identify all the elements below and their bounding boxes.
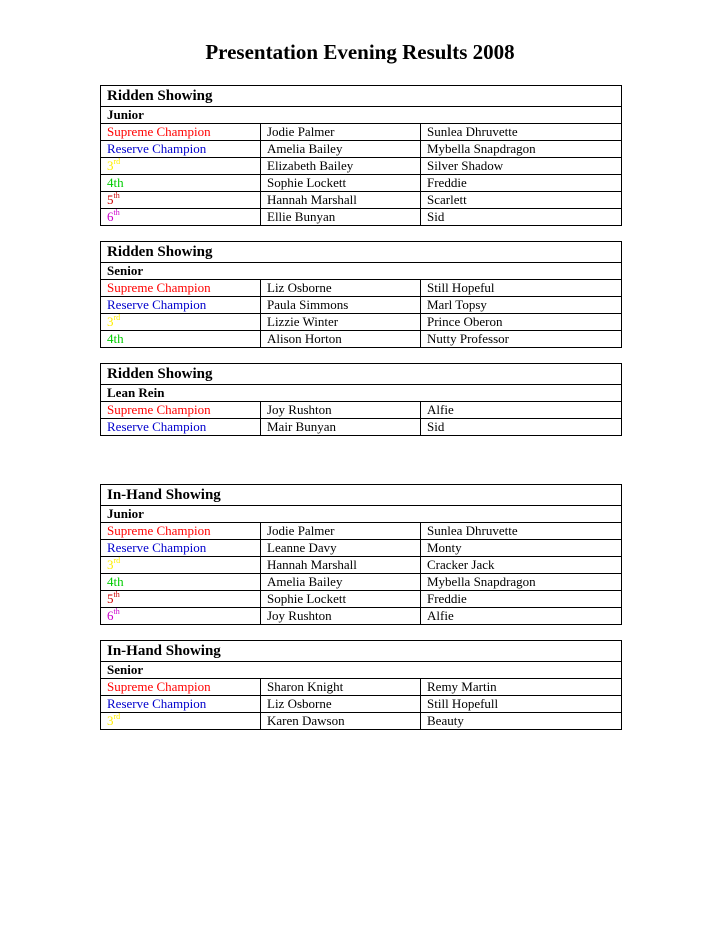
ordinal-suffix: th — [113, 191, 120, 200]
ordinal-suffix: rd — [113, 313, 121, 322]
rider-cell: Lizzie Winter — [261, 314, 421, 331]
rider-cell: Joy Rushton — [261, 608, 421, 625]
category-row — [101, 263, 622, 280]
table-row — [101, 591, 622, 608]
category-label: Junior — [101, 107, 622, 124]
horse-cell: Scarlett — [421, 192, 622, 209]
placing-cell: 6th — [101, 209, 261, 226]
rider-cell: Mair Bunyan — [261, 419, 421, 436]
table-row — [101, 713, 622, 730]
horse-cell: Alfie — [421, 402, 622, 419]
placing-cell: Reserve Champion — [101, 297, 261, 314]
table-row — [101, 696, 622, 713]
placing-cell: Supreme Champion — [101, 402, 261, 419]
rider-cell: Sharon Knight — [261, 679, 421, 696]
rider-cell: Liz Osborne — [261, 280, 421, 297]
placing-cell: 3rd — [101, 713, 261, 730]
horse-cell: Monty — [421, 540, 622, 557]
results-table — [100, 241, 622, 348]
table-row — [101, 314, 622, 331]
rider-cell: Paula Simmons — [261, 297, 421, 314]
ordinal-suffix: th — [113, 607, 120, 616]
horse-cell: Alfie — [421, 608, 622, 625]
horse-cell: Beauty — [421, 713, 622, 730]
section-heading-row — [101, 485, 622, 506]
horse-cell: Still Hopeful — [421, 280, 622, 297]
results-table — [100, 640, 622, 730]
section-heading-row — [101, 641, 622, 662]
placing-cell: Reserve Champion — [101, 141, 261, 158]
table-row — [101, 175, 622, 192]
table-row — [101, 331, 622, 348]
table-row — [101, 192, 622, 209]
horse-cell: Mybella Snapdragon — [421, 574, 622, 591]
placing-cell: 4th — [101, 175, 261, 192]
section-heading-row — [101, 364, 622, 385]
horse-cell: Mybella Snapdragon — [421, 141, 622, 158]
rider-cell: Sophie Lockett — [261, 175, 421, 192]
horse-cell: Freddie — [421, 591, 622, 608]
placing-cell: Supreme Champion — [101, 124, 261, 141]
section-heading-row — [101, 86, 622, 107]
rider-cell: Sophie Lockett — [261, 591, 421, 608]
horse-cell: Sid — [421, 419, 622, 436]
category-label: Lean Rein — [101, 385, 622, 402]
rider-cell: Jodie Palmer — [261, 523, 421, 540]
table-row — [101, 124, 622, 141]
table-row — [101, 141, 622, 158]
placing-cell: Reserve Champion — [101, 419, 261, 436]
table-row — [101, 402, 622, 419]
placing-cell: 4th — [101, 331, 261, 348]
category-row — [101, 385, 622, 402]
rider-cell: Ellie Bunyan — [261, 209, 421, 226]
category-label: Senior — [101, 662, 622, 679]
rider-cell: Alison Horton — [261, 331, 421, 348]
ordinal-suffix: rd — [113, 157, 121, 166]
horse-cell: Silver Shadow — [421, 158, 622, 175]
rider-cell: Leanne Davy — [261, 540, 421, 557]
rider-cell: Hannah Marshall — [261, 557, 421, 574]
table-row — [101, 523, 622, 540]
table-row — [101, 297, 622, 314]
table-row — [101, 679, 622, 696]
ordinal-suffix: th — [113, 208, 120, 217]
horse-cell: Sunlea Dhruvette — [421, 523, 622, 540]
placing-cell: Reserve Champion — [101, 696, 261, 713]
page-title: Presentation Evening Results 2008 — [205, 40, 515, 64]
category-label: Junior — [101, 506, 622, 523]
rider-cell: Hannah Marshall — [261, 192, 421, 209]
category-row — [101, 107, 622, 124]
ordinal-suffix: rd — [113, 556, 121, 565]
horse-cell: Sunlea Dhruvette — [421, 124, 622, 141]
results-table — [100, 484, 622, 625]
horse-cell: Remy Martin — [421, 679, 622, 696]
ordinal-suffix: rd — [113, 712, 121, 721]
category-row — [101, 506, 622, 523]
placing-cell: Supreme Champion — [101, 280, 261, 297]
placing-cell: 3rd — [101, 158, 261, 175]
table-row — [101, 540, 622, 557]
rider-cell: Joy Rushton — [261, 402, 421, 419]
rider-cell: Liz Osborne — [261, 696, 421, 713]
section-heading: In-Hand Showing — [101, 485, 622, 506]
table-row — [101, 419, 622, 436]
placing-cell: 3rd — [101, 314, 261, 331]
horse-cell: Freddie — [421, 175, 622, 192]
horse-cell: Nutty Professor — [421, 331, 622, 348]
section-heading-row — [101, 242, 622, 263]
category-label: Senior — [101, 263, 622, 280]
rider-cell: Amelia Bailey — [261, 141, 421, 158]
section-heading: Ridden Showing — [101, 242, 622, 263]
rider-cell: Karen Dawson — [261, 713, 421, 730]
placing-cell: Supreme Champion — [101, 523, 261, 540]
horse-cell: Still Hopefull — [421, 696, 622, 713]
table-row — [101, 158, 622, 175]
placing-cell: Supreme Champion — [101, 679, 261, 696]
placing-cell: 3rd — [101, 557, 261, 574]
table-row — [101, 557, 622, 574]
table-row — [101, 209, 622, 226]
table-row — [101, 280, 622, 297]
placing-cell: 4th — [101, 574, 261, 591]
horse-cell: Marl Topsy — [421, 297, 622, 314]
horse-cell: Prince Oberon — [421, 314, 622, 331]
ordinal-suffix: th — [113, 590, 120, 599]
section-heading: Ridden Showing — [101, 86, 622, 107]
section-heading: In-Hand Showing — [101, 641, 622, 662]
placing-cell: 5th — [101, 192, 261, 209]
rider-cell: Amelia Bailey — [261, 574, 421, 591]
horse-cell: Cracker Jack — [421, 557, 622, 574]
results-table — [100, 85, 622, 226]
placing-cell: 5th — [101, 591, 261, 608]
table-row — [101, 574, 622, 591]
rider-cell: Jodie Palmer — [261, 124, 421, 141]
category-row — [101, 662, 622, 679]
results-table — [100, 363, 622, 436]
section-heading: Ridden Showing — [101, 364, 622, 385]
table-row — [101, 608, 622, 625]
rider-cell: Elizabeth Bailey — [261, 158, 421, 175]
placing-cell: 6th — [101, 608, 261, 625]
placing-cell: Reserve Champion — [101, 540, 261, 557]
horse-cell: Sid — [421, 209, 622, 226]
